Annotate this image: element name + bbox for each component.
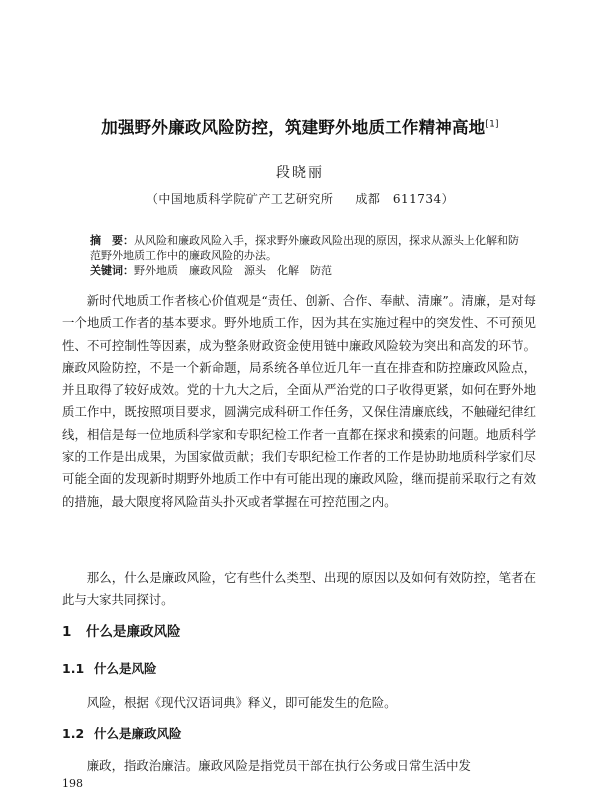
- keywords-paragraph: [90, 263, 520, 278]
- affiliation-org: （中国地质科学院矿产工艺研究所: [145, 192, 334, 206]
- author-name: 段晓丽: [276, 165, 324, 181]
- article-title: [40, 114, 560, 138]
- abstract-label: 摘 要：: [90, 234, 134, 247]
- author-affiliation: [0, 190, 600, 207]
- affiliation-city-code: 成都 611734）: [355, 192, 455, 206]
- abstract-block: [90, 233, 520, 278]
- section-1-1-text: 风险，根据《现代汉语词典》释义，即可能发生的危险。: [86, 695, 397, 710]
- keywords-label: 关键词：: [90, 264, 134, 277]
- section-heading-1: [62, 620, 181, 640]
- paragraph-text: 新时代地质工作者核心价值观是“责任、创新、合作、奉献、清廉”。清廉，是对每一个地质工作者的基本要求。野外地质工作，因为其在实施过程中的突发性、不可预见性、不可控制性等因素，成为整条财政资金使用链中廉政风险较为突出和高发的环节。廉政风险防控，不是一个新命题，局系统各单位近几年一直在排查和防控廉政风险点，并且取得了较好成效。党的十九大之后，全面从严治党的口子收得更紧，如何在野外地质工作中，既按照项目要求，圆满完成科研工作任务，又保住清廉底线，不触碰纪律红线，相信是每一位地质科学家和专职纪检工作者一直都在探求和摸索的问题。地质科学家的工作是出成果，为国家做贡献；我们专职纪检工作者的工作是协助地质科学家们尽可能全面的发现新时期野外地质工作中有可能出现的廉政风险，继而提前采取行之有效的措施，最大限度将风险苗头扑灭或者掌握在可控范围之内。: [62, 293, 536, 509]
- section-heading-1-2: [62, 724, 182, 742]
- title-reference: [1]: [485, 119, 499, 130]
- section-title: 什么是廉政风险: [94, 726, 182, 741]
- section-title: 什么是廉政风险: [86, 624, 181, 640]
- section-number: 1: [62, 624, 72, 640]
- section-number: 1.1: [62, 661, 85, 676]
- article-title-text: 加强野外廉政风险防控，筑建野外地质工作精神高地: [101, 118, 486, 137]
- section-1-2-text: 廉政，指政治廉洁。廉政风险是指党员干部在执行公务或日常生活中发: [86, 758, 471, 773]
- abstract-text: 从风险和廉政风险入手，探求野外廉政风险出现的原因，探求从源头上化解和防范野外地质工作中的廉政风险的办法。: [90, 234, 519, 262]
- section-heading-1-1: [62, 659, 157, 677]
- abstract-paragraph: [90, 233, 520, 263]
- body-paragraph-2: [62, 567, 536, 612]
- keywords-text: 野外地质 廉政风险 源头 化解 防范: [134, 264, 332, 277]
- section-title: 什么是风险: [94, 661, 157, 676]
- body-paragraph-1: [62, 290, 536, 513]
- section-number: 1.2: [62, 726, 85, 741]
- paragraph-text: 那么，什么是廉政风险，它有些什么类型、出现的原因以及如何有效防控，笔者在此与大家共同探讨。: [62, 570, 536, 608]
- page-number: 198: [62, 777, 83, 790]
